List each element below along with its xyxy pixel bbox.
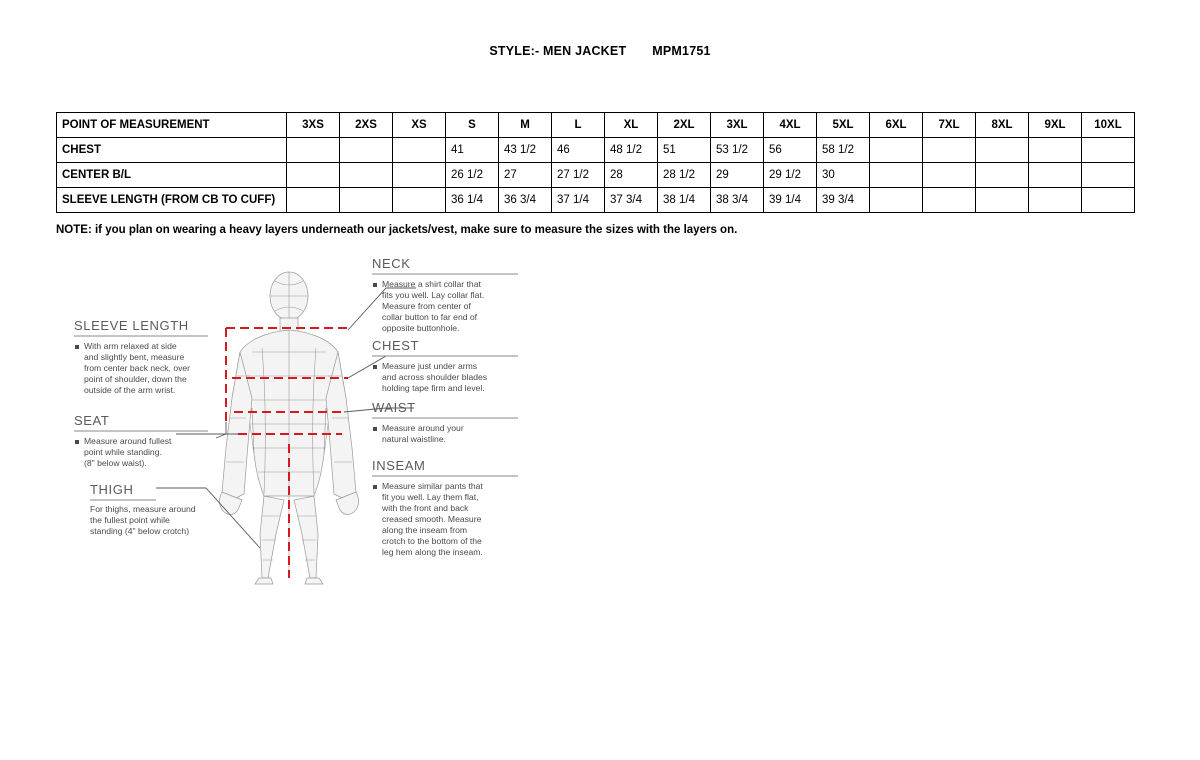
seat-line-2: point while standing. (84, 447, 162, 457)
cell-chest-4xl: 56 (764, 138, 817, 163)
cell-chest-3xl: 53 1/2 (711, 138, 764, 163)
page-title (0, 44, 1200, 58)
thigh-line-2: the fullest point while (90, 515, 170, 525)
cell-chest-10xl (1082, 138, 1135, 163)
column-header-m: M (499, 113, 552, 138)
bullet-square (75, 440, 79, 444)
column-header-xl: XL (605, 113, 658, 138)
label-thigh (90, 482, 196, 536)
waist-line-2: natural waistline. (382, 434, 447, 444)
sleeve-length-line-3: from center back neck, over (84, 363, 191, 373)
table-row (57, 188, 1135, 213)
cell-sleeve-6xl (870, 188, 923, 213)
neck-line-3: Measure from center of (382, 301, 471, 311)
cell-centerbl-s: 26 1/2 (446, 163, 499, 188)
cell-centerbl-2xl: 28 1/2 (658, 163, 711, 188)
sleeve-length-line-5: outside of the arm wrist. (84, 385, 176, 395)
neck-heading: NECK (372, 256, 411, 271)
style-code: MPM1751 (652, 44, 711, 58)
column-header-s: S (446, 113, 499, 138)
cell-centerbl-5xl: 30 (817, 163, 870, 188)
waist-heading: WAIST (372, 400, 416, 415)
table-row (57, 138, 1135, 163)
cell-chest-xs (393, 138, 446, 163)
seat-line-3: (8" below waist). (84, 458, 147, 468)
column-header-9xl: 9XL (1029, 113, 1082, 138)
column-header-2xl: 2XL (658, 113, 711, 138)
cell-sleeve-5xl: 39 3/4 (817, 188, 870, 213)
cell-chest-l: 46 (552, 138, 605, 163)
cell-chest-2xl: 51 (658, 138, 711, 163)
cell-sleeve-8xl (976, 188, 1029, 213)
style-label: STYLE:- MEN JACKET (489, 44, 627, 58)
cell-chest-5xl: 58 1/2 (817, 138, 870, 163)
measurement-note: NOTE: if you plan on wearing a heavy layers underneath our jackets/vest, make sure to measure the sizes with the layers on. (56, 224, 738, 236)
seat-line-1: Measure around fullest (84, 436, 172, 446)
cell-sleeve-2xl: 38 1/4 (658, 188, 711, 213)
inseam-line-2: fit you well. Lay them flat, (382, 492, 479, 502)
column-header-8xl: 8XL (976, 113, 1029, 138)
cell-sleeve-l: 37 1/4 (552, 188, 605, 213)
inseam-line-1: Measure similar pants that (382, 481, 483, 491)
row-label-sleeve-length: SLEEVE LENGTH (FROM CB TO CUFF) (57, 188, 287, 213)
cell-sleeve-7xl (923, 188, 976, 213)
label-inseam (372, 458, 518, 557)
inseam-line-5: along the inseam from (382, 525, 468, 535)
column-header-10xl: 10XL (1082, 113, 1135, 138)
cell-centerbl-4xl: 29 1/2 (764, 163, 817, 188)
bullet-square (373, 485, 377, 489)
chest-line-2: and across shoulder blades (382, 372, 488, 382)
cell-sleeve-xs (393, 188, 446, 213)
bullet-square (373, 283, 377, 287)
column-header-2xs: 2XS (340, 113, 393, 138)
cell-sleeve-9xl (1029, 188, 1082, 213)
cell-centerbl-xl: 28 (605, 163, 658, 188)
size-table-container (56, 112, 1132, 213)
neck-line-2: fits you well. Lay collar flat. (382, 290, 485, 300)
cell-chest-9xl (1029, 138, 1082, 163)
label-seat (74, 413, 208, 468)
leader-thigh (156, 488, 260, 548)
cell-sleeve-xl: 37 3/4 (605, 188, 658, 213)
cell-chest-2xs (340, 138, 393, 163)
column-header-5xl: 5XL (817, 113, 870, 138)
cell-sleeve-3xl: 38 3/4 (711, 188, 764, 213)
cell-centerbl-7xl (923, 163, 976, 188)
cell-chest-xl: 48 1/2 (605, 138, 658, 163)
column-header-xs: XS (393, 113, 446, 138)
bullet-square (373, 365, 377, 369)
column-header-7xl: 7XL (923, 113, 976, 138)
inseam-line-6: crotch to the bottom of the (382, 536, 482, 546)
thigh-line-3: standing (4" below crotch) (90, 526, 190, 536)
cell-chest-6xl (870, 138, 923, 163)
cell-centerbl-l: 27 1/2 (552, 163, 605, 188)
bullet-square (75, 345, 79, 349)
column-header-l: L (552, 113, 605, 138)
sleeve-length-line-4: point of shoulder, down the (84, 374, 187, 384)
cell-centerbl-2xs (340, 163, 393, 188)
chest-heading: CHEST (372, 338, 420, 353)
label-sleeve-length (74, 318, 208, 395)
cell-centerbl-10xl (1082, 163, 1135, 188)
inseam-line-4: creased smooth. Measure (382, 514, 482, 524)
inseam-line-3: with the front and back (382, 503, 469, 513)
row-label-center-bl: CENTER B/L (57, 163, 287, 188)
neck-line-4: collar button to far end of (382, 312, 478, 322)
label-neck (372, 256, 518, 333)
cell-centerbl-xs (393, 163, 446, 188)
neck-line-1: Measure a shirt collar that (382, 279, 481, 289)
cell-chest-s: 41 (446, 138, 499, 163)
inseam-line-7: leg hem along the inseam. (382, 547, 483, 557)
leader-sleeve (216, 422, 226, 438)
cell-sleeve-m: 36 3/4 (499, 188, 552, 213)
neck-line-5: opposite buttonhole. (382, 323, 460, 333)
table-header-row (57, 113, 1135, 138)
cell-sleeve-10xl (1082, 188, 1135, 213)
sleeve-length-line-2: and slightly bent, measure (84, 352, 185, 362)
measurement-diagram (56, 248, 576, 588)
row-label-chest: CHEST (57, 138, 287, 163)
column-header-3xs: 3XS (287, 113, 340, 138)
thigh-heading: THIGH (90, 482, 134, 497)
cell-sleeve-s: 36 1/4 (446, 188, 499, 213)
cell-sleeve-4xl: 39 1/4 (764, 188, 817, 213)
cell-centerbl-8xl (976, 163, 1029, 188)
thigh-line-1: For thighs, measure around (90, 504, 196, 514)
cell-chest-8xl (976, 138, 1029, 163)
sleeve-length-heading: SLEEVE LENGTH (74, 318, 189, 333)
cell-chest-7xl (923, 138, 976, 163)
table-row (57, 163, 1135, 188)
cell-centerbl-9xl (1029, 163, 1082, 188)
column-header-3xl: 3XL (711, 113, 764, 138)
cell-centerbl-3xs (287, 163, 340, 188)
cell-centerbl-3xl: 29 (711, 163, 764, 188)
label-chest (372, 338, 518, 393)
size-table (56, 112, 1135, 213)
cell-chest-3xs (287, 138, 340, 163)
sleeve-length-line-1: With arm relaxed at side (84, 341, 177, 351)
chest-line-3: holding tape firm and level. (382, 383, 485, 393)
label-waist (372, 400, 518, 444)
inseam-heading: INSEAM (372, 458, 426, 473)
cell-sleeve-3xs (287, 188, 340, 213)
waist-line-1: Measure around your (382, 423, 464, 433)
seat-heading: SEAT (74, 413, 110, 428)
column-header-4xl: 4XL (764, 113, 817, 138)
cell-chest-m: 43 1/2 (499, 138, 552, 163)
mannequin-figure (219, 272, 358, 584)
column-header-pom: POINT OF MEASUREMENT (57, 113, 287, 138)
bullet-square (373, 427, 377, 431)
cell-sleeve-2xs (340, 188, 393, 213)
chest-line-1: Measure just under arms (382, 361, 478, 371)
cell-centerbl-m: 27 (499, 163, 552, 188)
column-header-6xl: 6XL (870, 113, 923, 138)
cell-centerbl-6xl (870, 163, 923, 188)
